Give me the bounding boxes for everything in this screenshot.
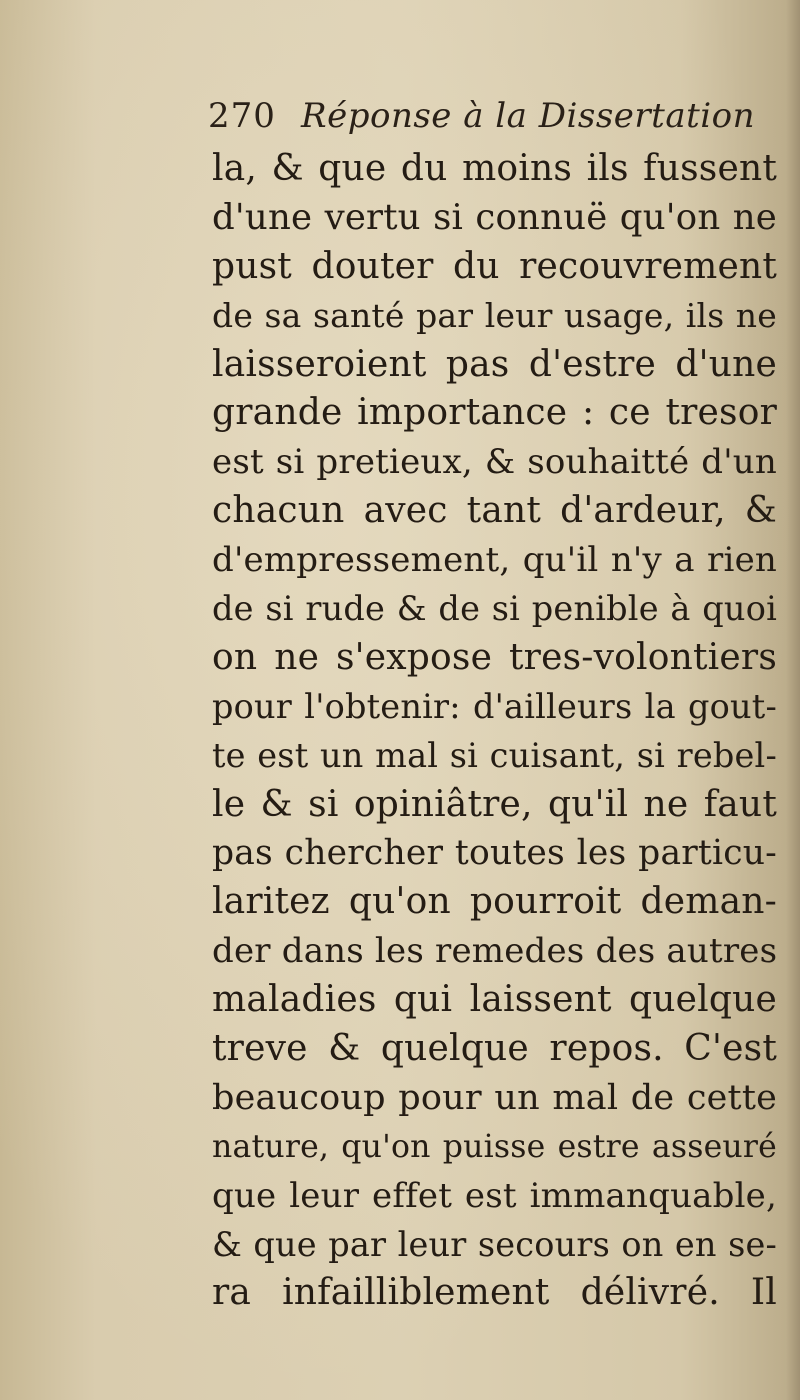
text-line: der dans les remedes des autres (212, 931, 778, 972)
text-line: que leur effet est immanquable, (212, 1175, 777, 1216)
text-line: chacun avec tant d'ardeur, & (212, 490, 777, 532)
running-title: Réponse à la Dissertation (301, 96, 756, 136)
page-edge-shadow (786, 0, 800, 1400)
text-line: la, & que du moins ils fussent (212, 148, 777, 189)
text-line: pust douter du recouvrement (212, 245, 777, 287)
text-line: beaucoup pour un mal de cette (212, 1077, 777, 1118)
page-number: 270 (208, 96, 276, 136)
text-line: le & si opiniâtre, qu'il ne faut (212, 783, 777, 825)
text-line: laritez qu'on pourroit deman- (212, 881, 777, 923)
text-line: on ne s'expose tres-volontiers (212, 636, 777, 678)
text-line: de si rude & de si penible à quoi (212, 589, 777, 629)
text-line: nature, qu'on puisse estre asseuré (212, 1128, 777, 1165)
text-line: laisseroient pas d'estre d'une (212, 343, 777, 385)
text-line: grande importance : ce tresor (212, 392, 777, 434)
text-line: d'empressement, qu'il n'y a rien (212, 540, 777, 581)
body-text (212, 145, 777, 1318)
text-line: maladies qui laissent quelque (212, 979, 777, 1021)
text-line: d'une vertu si connuë qu'on ne (212, 196, 777, 238)
text-line: est si pretieux, & souhaitté d'un (212, 442, 777, 483)
page-header (208, 96, 756, 146)
text-line: & que par leur secours on en se- (212, 1224, 777, 1264)
text-line: te est un mal si cuisant, si rebel- (212, 735, 777, 775)
text-line: treve & quelque repos. C'est (212, 1028, 777, 1070)
text-line: ra infailliblement délivré. Il (212, 1272, 777, 1314)
text-line: pas chercher toutes les particu- (212, 833, 777, 874)
text-line: de sa santé par leur usage, ils ne (212, 295, 777, 335)
text-line: pour l'obtenir: d'ailleurs la gout- (212, 686, 777, 726)
